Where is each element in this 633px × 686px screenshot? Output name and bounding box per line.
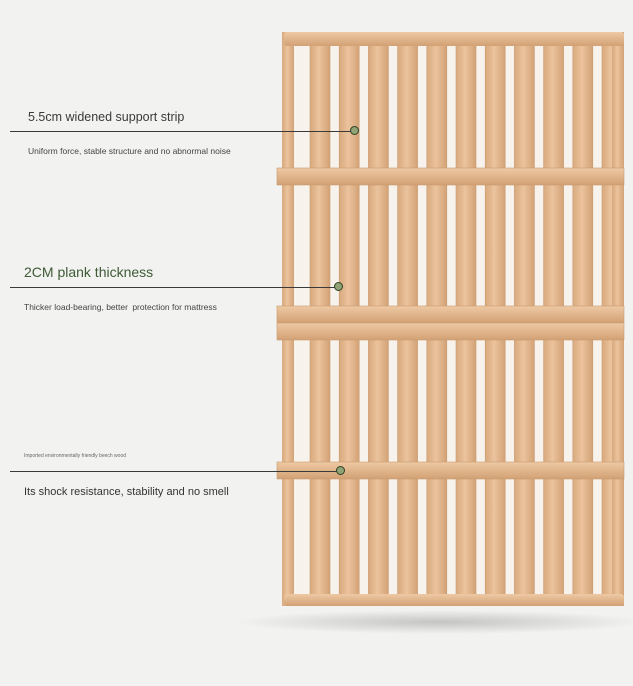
marker-dot-icon <box>336 466 345 475</box>
marker-dot-icon <box>350 126 359 135</box>
callout-support-strip-description: Uniform force, stable structure and no abnormal noise <box>28 146 231 156</box>
marker-dot-icon <box>334 282 343 291</box>
callout-beech-wood-title: Imported environmentally friendly beech wood <box>24 453 126 459</box>
support-rail <box>277 323 624 340</box>
floor-shadow <box>235 610 633 634</box>
callout-support-strip-title: 5.5cm widened support strip <box>28 110 185 124</box>
frame-bottom-cap <box>284 594 624 606</box>
callout-support-strip-leader <box>10 131 352 132</box>
callout-plank-thickness-leader <box>10 287 336 288</box>
callout-plank-thickness-title: 2CM plank thickness <box>24 264 154 280</box>
description-part-a: Thicker load-bearing, better <box>24 302 128 312</box>
callout-beech-wood-leader <box>10 471 337 472</box>
callout-plank-thickness-description <box>24 302 217 312</box>
description-part-b: protection for mattress <box>132 302 217 312</box>
callout-beech-wood-description: Its shock resistance, stability and no smell <box>24 486 229 498</box>
frame-top-cap <box>284 32 624 46</box>
support-rail <box>277 168 624 185</box>
support-rail <box>277 306 624 323</box>
